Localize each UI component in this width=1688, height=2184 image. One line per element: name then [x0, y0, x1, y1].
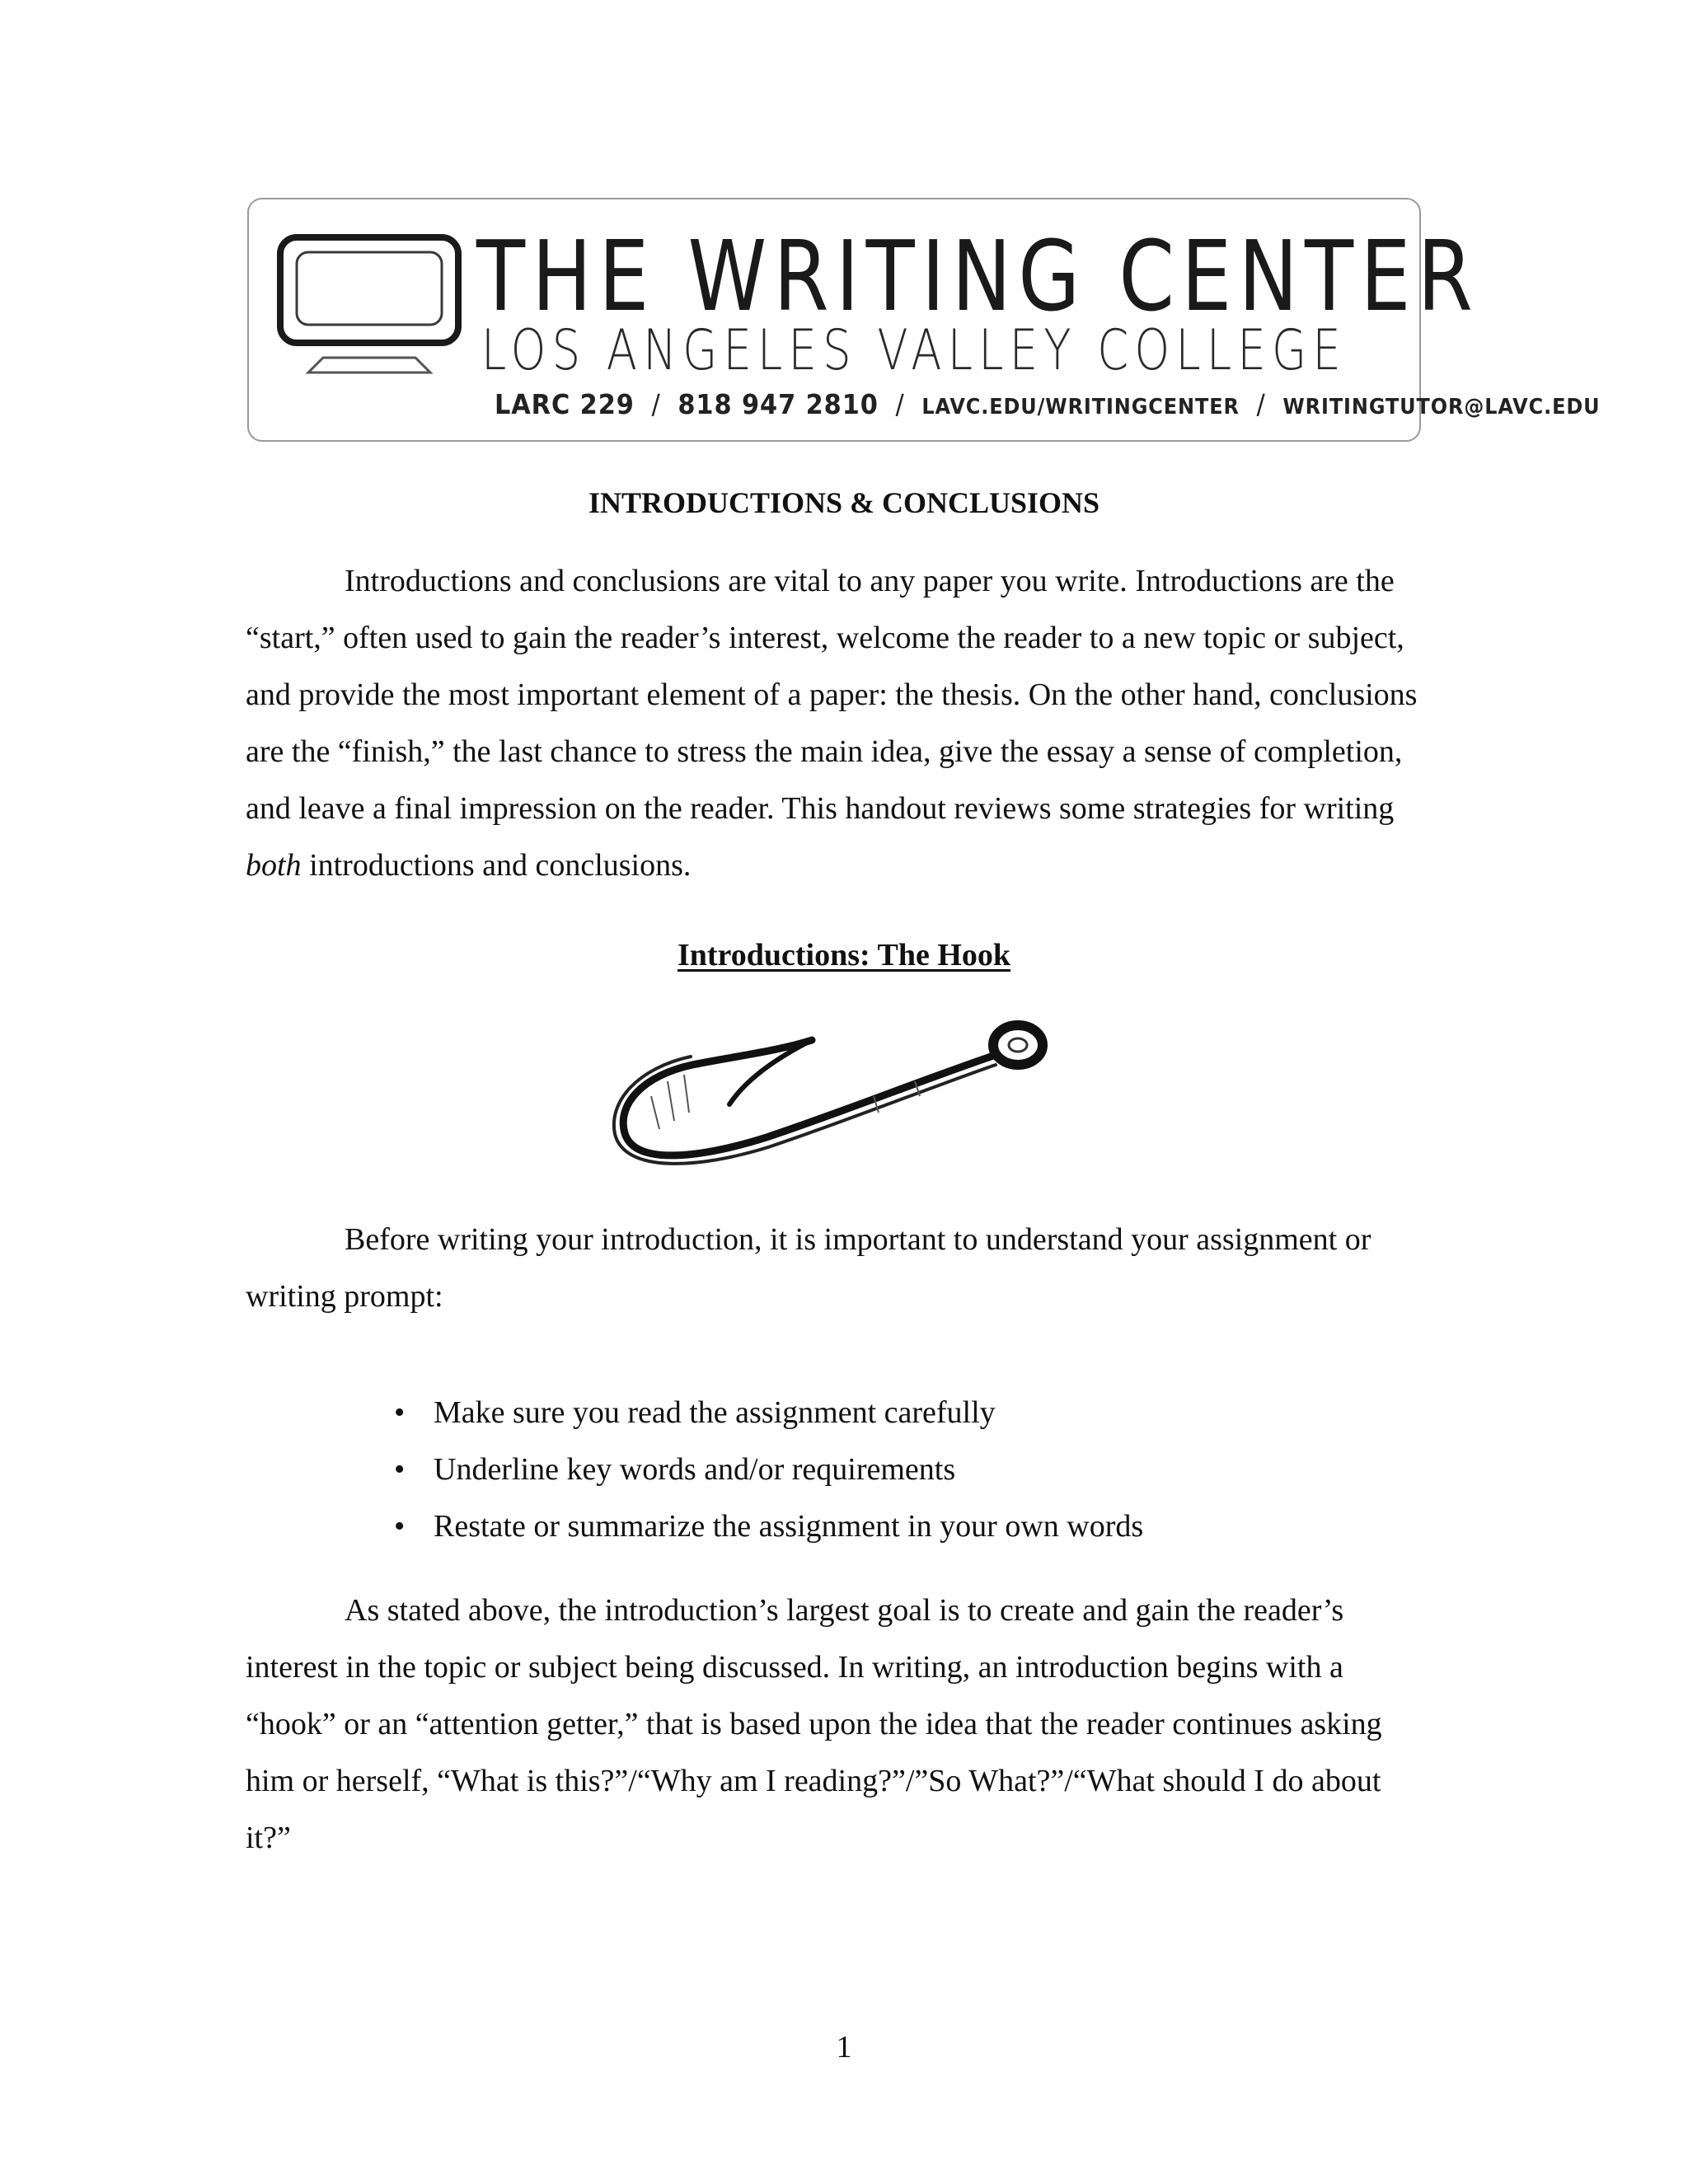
intro-paragraph-text-end: introductions and conclusions. [301, 848, 692, 883]
bullet-icon: • [394, 1509, 406, 1544]
contact-separator: / [651, 388, 661, 420]
intro-paragraph-text: Introductions and conclusions are vital to any paper you write. Introductions are the “start,” often used to gain the reader’s interest, welcome the reader to a new topic or subject, and provide the most important element of a paper: the thesis. On the other hand, conclusions are the “finish,” the last chance to stress the main idea, give the essay a sense of completion, and leave a final impression on the reader. This handout reviews some strategies for writing [246, 564, 1418, 826]
contact-phone: 818 947 2810 [678, 388, 879, 420]
contact-website-link[interactable]: LAVC.EDU/WRITINGCENTER [921, 395, 1240, 419]
contact-email-link[interactable]: WRITINGTUTOR@LAVC.EDU [1282, 395, 1601, 419]
list-item [394, 1498, 1143, 1555]
contact-separator: / [1256, 388, 1266, 420]
list-item-text: Restate or summarize the assignment in your own words [434, 1509, 1144, 1544]
prompt-paragraph: Before writing your introduction, it is important to understand your assignment or writing prompt: [246, 1222, 1372, 1314]
fish-hook-icon [602, 989, 1071, 1179]
intro-paragraph [246, 553, 1432, 894]
contact-separator: / [895, 388, 905, 420]
list-item [394, 1441, 1143, 1498]
banner-subtitle: LOS ANGELES VALLEY COLLEGE [481, 318, 1347, 383]
list-item-text: Make sure you read the assignment carefully [434, 1395, 996, 1430]
bullet-icon: • [394, 1452, 406, 1487]
banner-title: THE WRITING CENTER [476, 219, 1480, 333]
writing-center-banner [247, 198, 1601, 442]
list-item-text: Underline key words and/or requirements [434, 1452, 956, 1487]
assignment-tips-list [394, 1385, 1143, 1555]
banner-contact-line [495, 388, 1601, 421]
list-item [394, 1385, 1143, 1441]
emphasis-both: both [246, 848, 302, 883]
computer-monitor-icon [277, 234, 462, 379]
page-number: 1 [836, 2030, 852, 2064]
hook-paragraph: As stated above, the introduction’s largest goal is to create and gain the reader’s interest in the topic or subject being discussed. In writing, an introduction begins with a “hook” or an “attention getter,” that is based upon the idea that the reader continues asking him or herself, “What is this?”/“Why am I reading?”/”So What?”/“What should I do about it?” [246, 1593, 1382, 1855]
section-heading-hook [0, 936, 1688, 974]
contact-location: LARC 229 [495, 388, 635, 420]
section-heading-text: Introductions: The Hook [677, 938, 1011, 972]
bullet-icon: • [394, 1395, 406, 1430]
document-title: INTRODUCTIONS & CONCLUSIONS [588, 486, 1100, 519]
